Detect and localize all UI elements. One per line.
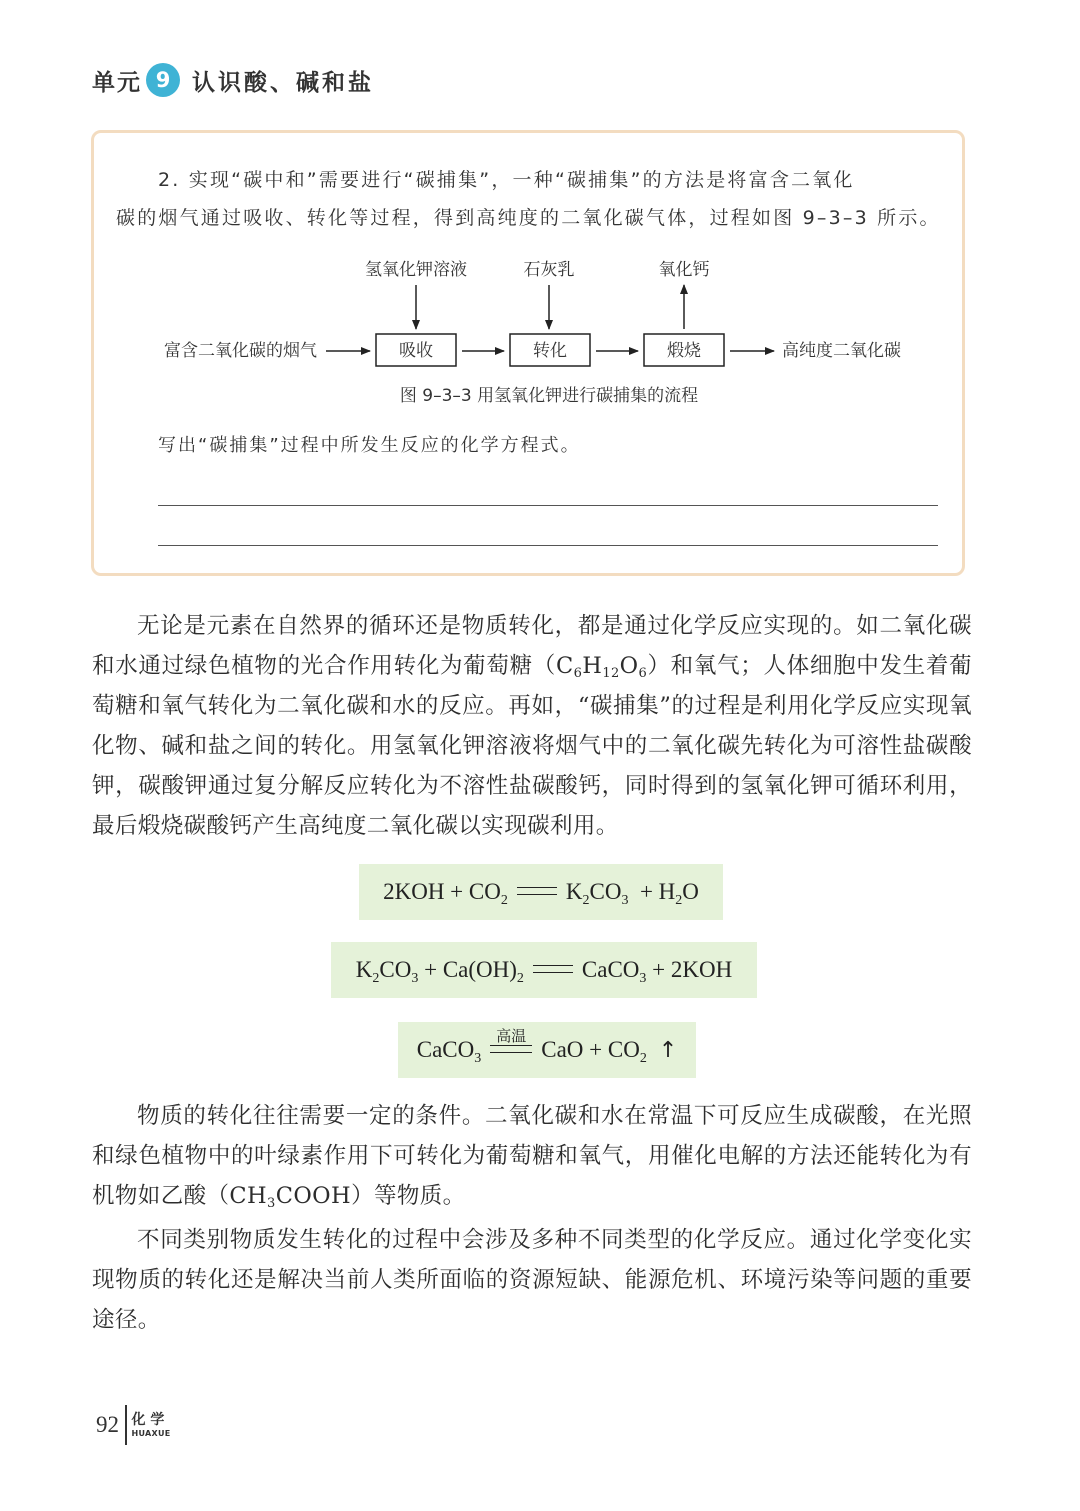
equals-sign <box>490 1045 532 1053</box>
acetic-acid-formula: $CH_3COOH$ <box>229 1183 352 1211</box>
flow-output-label: 高纯度二氧化碳 <box>782 341 901 361</box>
paragraph-1-part-b: ）和氧气；人体细胞中发生着葡萄糖和氧气转化为二氧化碳和水的反应。再如，“碳捕集”的过程是利用化学反应实现氧化物、碱和盐之间的转化。用氢氧化钾溶液将烟气中的二氧化碳先转化为可溶性盐碳酸钾，碳酸钾通过复分解反应转化为不溶性盐碳酸钙，同时得到的氢氧化钾可循环利用，最后煅烧碳酸钙产生高纯度二氧化碳以实现碳利用。 <box>92 653 972 839</box>
step-convert-label: 转化 <box>533 341 567 361</box>
step-absorb-label: 吸收 <box>399 341 433 361</box>
page-footer <box>96 1405 171 1445</box>
flow-diagram <box>94 243 964 423</box>
condition-label: 高温 <box>496 1027 527 1045</box>
step-calcine-label: 煅烧 <box>667 341 701 361</box>
paragraph-2 <box>92 1096 972 1216</box>
paragraph-1-part-a: 无论是元素在自然界的循环还是物质转化，都是通过化学反应实现的。如二氧化碳和水通过绿色植物的光合作用转化为葡萄糖（ <box>92 613 972 679</box>
unit-title: 认识酸、碱和盐 <box>192 69 374 96</box>
reagent-lime-label: 石灰乳 <box>523 260 575 280</box>
equals-sign <box>517 887 557 895</box>
equals-sign <box>533 965 573 973</box>
figure-caption: 图 9–3–3 用氢氧化钾进行碳捕集的流程 <box>399 386 699 406</box>
subject-name-en: HUAXUE <box>131 1428 171 1438</box>
unit-number-badge: 9 <box>146 63 180 97</box>
footer-brand <box>132 1413 171 1438</box>
equation-3: CaCO$_3$ 高温 CaO + $CO_2$ ↑ <box>398 1022 696 1078</box>
product-cao-label: 氧化钙 <box>658 260 710 280</box>
gas-up-arrow-icon: ↑ <box>658 1037 678 1063</box>
equation-1: $2KOH + CO_2$ $K_2CO_3 + H_2O$ <box>359 864 723 920</box>
exercise-box <box>91 130 965 576</box>
paragraph-2-part-b: ）等物质。 <box>351 1183 466 1209</box>
flow-input-label: 富含二氧化碳的烟气 <box>164 341 317 361</box>
paragraph-3: 不同类别物质发生转化的过程中会涉及多种不同类型的化学反应。通过化学变化实现物质的转化还是解决当前人类所面临的资源短缺、能源危机、环境污染等问题的重要途径。 <box>92 1227 972 1333</box>
glucose-formula: $C_6H_{12}O_6$ <box>555 653 648 681</box>
equation-2: $K_2CO_3 + Ca(OH)_2$ CaCO$_3$ + 2KOH <box>331 942 757 998</box>
paragraph-1 <box>92 606 972 846</box>
paragraph-2-part-a: 物质的转化往往需要一定的条件。二氧化碳和水在常温下可反应生成碳酸，在光照和绿色植物中的叶绿素作用下可转化为葡萄糖和氧气，用催化电解的方法还能转化为有机物如乙酸（ <box>92 1103 972 1209</box>
unit-label: 单元 <box>92 69 142 96</box>
answer-line-2 <box>158 545 938 546</box>
exercise-question-line1: 2. 实现“碳中和”需要进行“碳捕集”，一种“碳捕集”的方法是将富含二氧化 <box>158 169 855 191</box>
page-number: 92 <box>96 1412 119 1437</box>
exercise-prompt: 写出“碳捕集”过程中所发生反应的化学方程式。 <box>158 435 581 456</box>
answer-line-1 <box>158 505 938 506</box>
exercise-question-line2: 碳的烟气通过吸收、转化等过程，得到高纯度的二氧化碳气体，过程如图 9–3–3 所示。 <box>116 207 941 229</box>
footer-divider <box>125 1405 127 1445</box>
reaction-condition <box>490 1028 532 1054</box>
reagent-koh-label: 氢氧化钾溶液 <box>365 260 467 280</box>
unit-header <box>92 60 374 100</box>
subject-name-cn: 化 学 <box>131 1411 165 1428</box>
